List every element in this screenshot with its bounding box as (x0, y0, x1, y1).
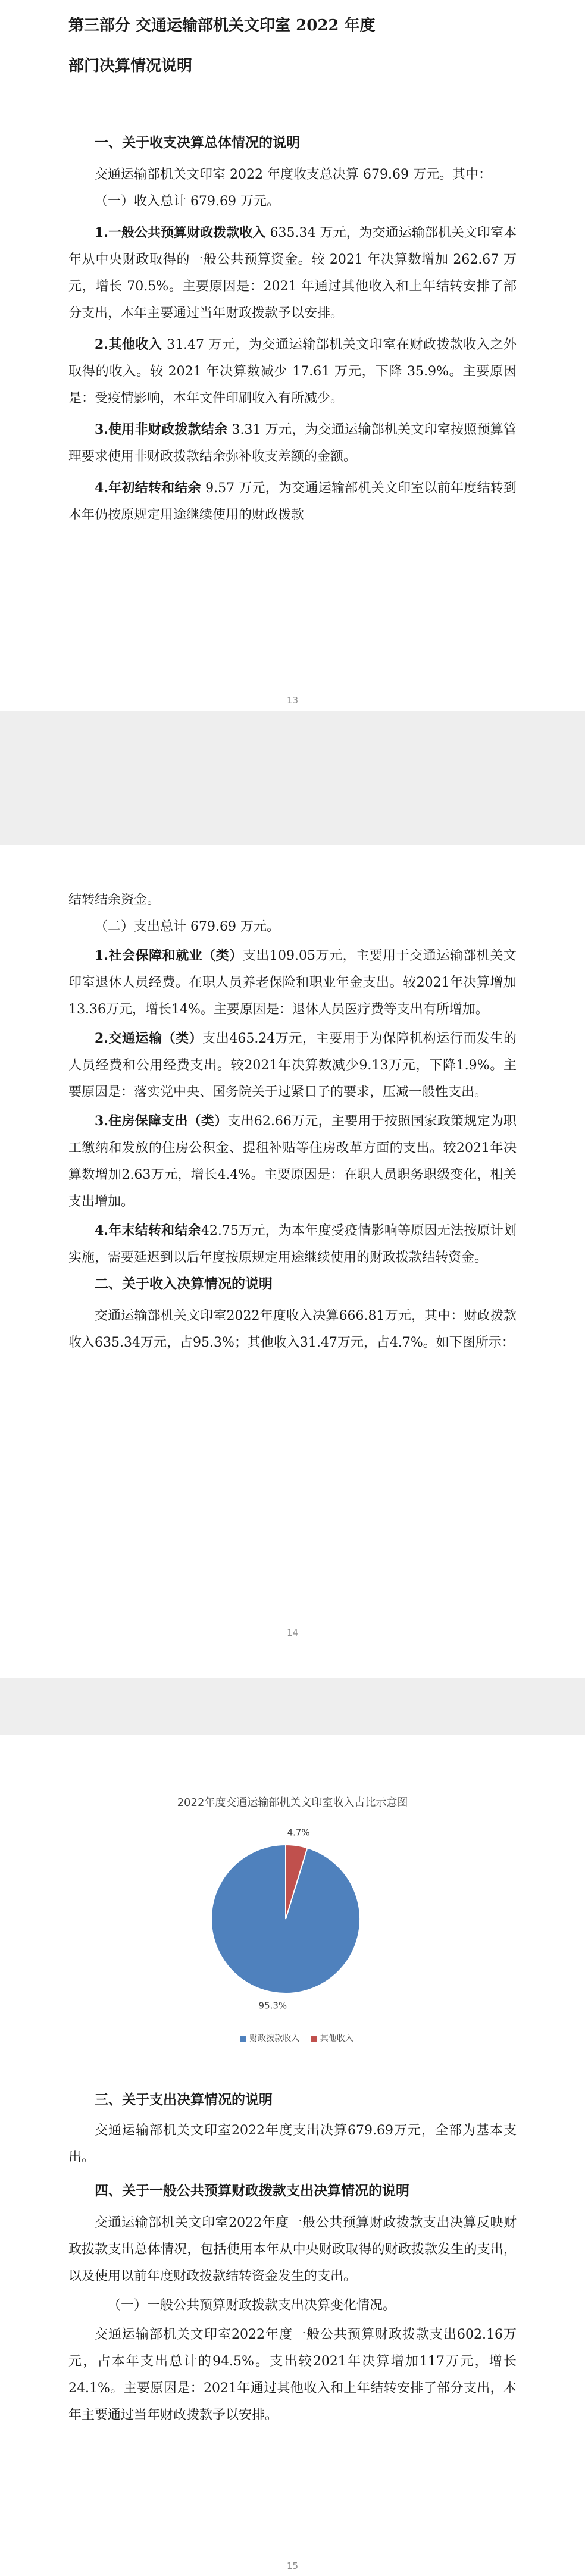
page-separator (0, 1678, 585, 1735)
page-number: 15 (286, 2561, 299, 2571)
document-page-14 (0, 845, 585, 1678)
paragraph-text: 635.34 万元，为交通运输部机关文印室本年从中央财政取得的一般公共预算资金。较 2021 年决算数增加 262.67 万元，增长 70.5%。主要原因是：2021 年通过其他收入和上年结转安排了部分支出，本年主要通过当年财政拨款予以安排。 (68, 226, 517, 321)
paragraph-text: 支出465.24万元，主要用于为保障机构运行而发生的人员经费和公用经费支出。较2021年决算数减少9.13万元，下降1.9%。主要原因是：落实党中央、国务院关于过紧日子的要求，压减一般性支出。 (68, 1031, 517, 1100)
chart-title: 2022年度交通运输部机关文印室收入占比示意图 (177, 1796, 408, 1809)
paragraph: （二）支出总计 679.69 万元。 (95, 919, 280, 934)
pie-label-0: 95.3% (258, 2000, 287, 2011)
page-content (68, 11, 517, 528)
paragraph-lead: 4.年初结转和结余 (95, 480, 201, 496)
paragraph (68, 475, 517, 528)
page-number: 13 (286, 695, 299, 706)
paragraph (68, 220, 517, 327)
paragraph-lead: 2.其他收入 (95, 337, 162, 352)
section-heading: 四、关于一般公共预算财政拨款支出决算情况的说明 (95, 2183, 409, 2199)
paragraph-text: 42.75万元，为本年度受疫情影响等原因无法按原计划实施，需要延迟到以后年度按原规定用途继续使用的财政拨款结转资金。 (68, 1223, 517, 1265)
document-title: 第三部分 交通运输部机关文印室 2022 年度 (68, 17, 376, 35)
paragraph-text: 3.31 万元，为交通运输部机关文印室按照预算管理要求使用非财政拨款结余弥补收支差额的金额。 (68, 422, 517, 464)
paragraph-lead: 3.住房保障支出（类） (95, 1113, 228, 1129)
chart-legend (0, 2032, 585, 2044)
document-subtitle: 部门决算情况说明 (68, 57, 193, 75)
section-heading: 三、关于支出决算情况的说明 (95, 2092, 273, 2108)
legend-swatch-0 (240, 2036, 246, 2042)
pie-chart (0, 1812, 585, 2026)
paragraph: （一）收入总计 679.69 万元。 (95, 194, 280, 209)
section-heading: 二、关于收入决算情况的说明 (95, 1276, 273, 1292)
document-page-13 (0, 0, 585, 711)
paragraph: 交通运输部机关文印室2022年度一般公共预算财政拨款支出决算反映财政拨款支出总体情况，包括使用本年从中央财政取得的财政拨款发生的支出，以及使用以前年度财政拨款结转资金发生的支出。 (68, 2215, 517, 2284)
paragraph: 交通运输部机关文印室2022年度收入决算666.81万元，其中：财政拨款收入635.34万元，占95.3%；其他收入31.47万元，占4.7%。如下图所示： (68, 1309, 517, 1350)
page-content (68, 2087, 517, 2428)
paragraph: 交通运输部机关文印室2022年度支出决算679.69万元，全部为基本支出。 (68, 2123, 517, 2165)
page-content (68, 887, 517, 1356)
paragraph-lead: 3.使用非财政拨款结余 (95, 422, 228, 437)
paragraph-text: 9.57 万元，为交通运输部机关文印室以前年度结转到本年仍按原规定用途继续使用的财政拨款 (68, 481, 517, 522)
legend-swatch-1 (311, 2036, 317, 2042)
document-page-15 (0, 1735, 585, 2576)
paragraph (68, 1025, 517, 1106)
paragraph-lead: 1.社会保障和就业（类） (95, 948, 243, 963)
paragraph-text: 31.47 万元，为交通运输部机关文印室在财政拨款收入之外取得的收入。较 2021 年决算数减少 17.61 万元，下降 35.9%。主要原因是：受疫情影响，本年文件印刷收入有所减少。 (68, 337, 517, 406)
paragraph: 结转结余资金。 (68, 893, 161, 907)
paragraph-lead: 2.交通运输（类） (95, 1031, 203, 1046)
paragraph (68, 417, 517, 470)
paragraph-text: 支出62.66万元，主要用于按照国家政策规定为职工缴纳和发放的住房公积金、提租补贴等住房改革方面的支出。较2021年决算数增加2.63万元，增长4.4%。主要原因是：在职人员职务职级变化，相关支出增加。 (68, 1114, 517, 1209)
pie-label-1: 4.7% (287, 1827, 310, 1838)
paragraph-text: 支出109.05万元，主要用于交通运输部机关文印室退休人员经费。在职人员养老保险和职业年金支出。较2021年决算增加13.36万元，增长14%。主要原因是：退休人员医疗费等支出有所增加。 (68, 949, 517, 1017)
paragraph (68, 1108, 517, 1215)
paragraph-lead: 4.年末结转和结余 (95, 1223, 201, 1238)
paragraph (68, 331, 517, 412)
legend-label-1: 其他收入 (320, 2034, 353, 2043)
paragraph (68, 1217, 517, 1271)
legend-label-0: 财政拨款收入 (249, 2034, 300, 2043)
paragraph: （一）一般公共预算财政拨款支出决算变化情况。 (108, 2298, 396, 2313)
paragraph: 交通运输部机关文印室 2022 年度收支总决算 679.69 万元。其中： (95, 167, 492, 182)
paragraph (68, 943, 517, 1023)
paragraph-lead: 1.一般公共预算财政拨款收入 (95, 225, 266, 240)
section-heading: 一、关于收支决算总体情况的说明 (95, 135, 300, 151)
page-number: 14 (286, 1627, 299, 1638)
paragraph: 交通运输部机关文印室2022年度一般公共预算财政拨款支出602.16万元，占本年支出总计的94.5%。支出较2021年决算增加117万元，增长24.1%。主要原因是：2021年通过其他收入和上年结转安排了部分支出，本年主要通过当年财政拨款予以安排。 (68, 2327, 517, 2422)
page-separator (0, 711, 585, 845)
